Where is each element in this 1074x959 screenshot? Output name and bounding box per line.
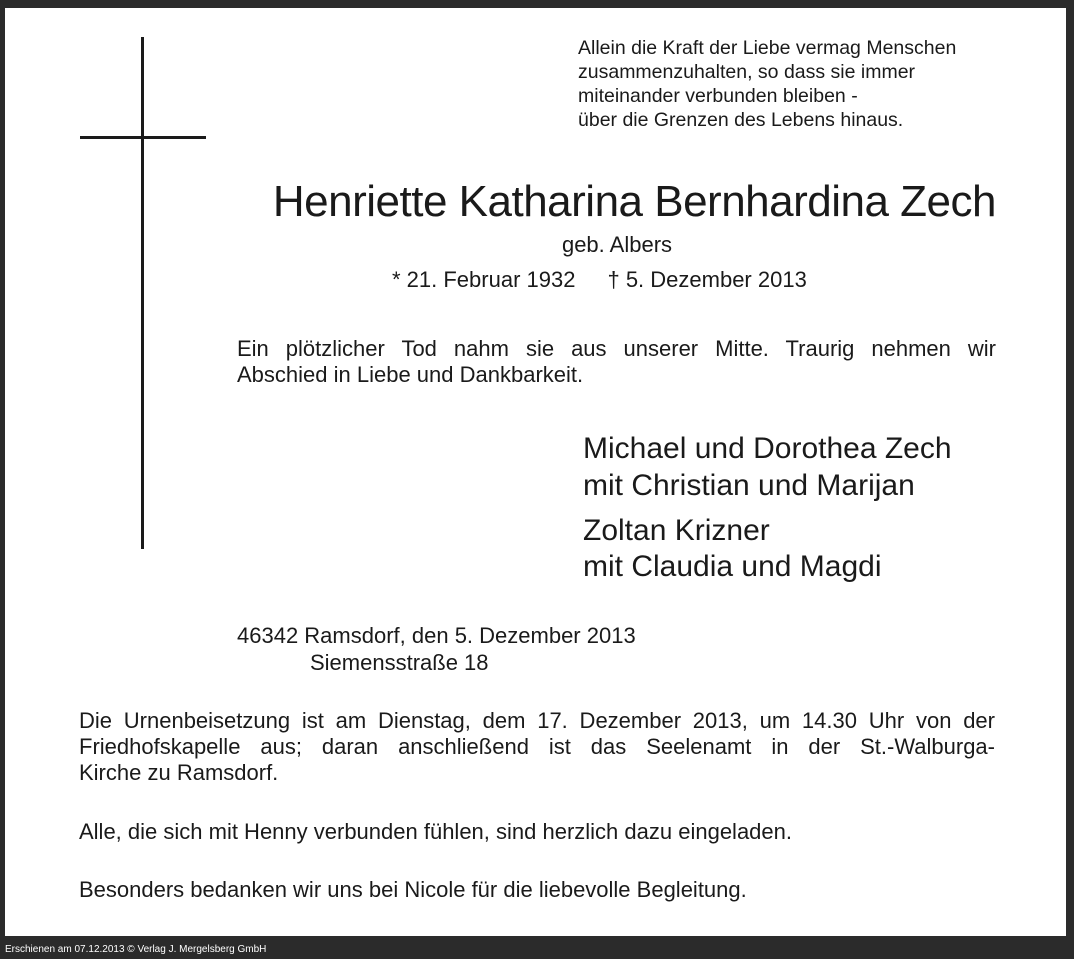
- quote-line: Allein die Kraft der Liebe vermag Menschen: [578, 37, 957, 59]
- street-address: Siemensstraße 18: [310, 650, 489, 675]
- deceased-name: Henriette Katharina Bernhardina Zech: [272, 177, 996, 226]
- death-date: † 5. Dezember 2013: [607, 267, 807, 292]
- burial-line: Kirche zu Ramsdorf.: [79, 760, 279, 785]
- maiden-name: geb. Albers: [561, 232, 673, 257]
- mourner-line: Zoltan Krizner: [583, 514, 770, 547]
- lead-paragraph: [237, 336, 996, 388]
- invitation-text: Alle, die sich mit Henny verbunden fühlen, sind herzlich dazu eingeladen.: [79, 819, 792, 844]
- quote-line: über die Grenzen des Lebens hinaus.: [578, 109, 904, 131]
- lead-line: Ein plötzlicher Tod nahm sie aus unserer Mitte. Traurig nehmen wir: [237, 336, 996, 361]
- mourner-line: mit Claudia und Magdi: [583, 550, 882, 583]
- quote-line: zusammenzuhalten, so dass sie immer: [578, 61, 916, 83]
- life-dates: [392, 265, 807, 295]
- place-and-date: 46342 Ramsdorf, den 5. Dezember 2013: [237, 623, 636, 648]
- memorial-quote: [578, 36, 956, 132]
- mourner-line: mit Christian und Marijan: [583, 469, 915, 502]
- cross-horizontal-bar: [80, 136, 206, 139]
- publication-footer: Erschienen am 07.12.2013 © Verlag J. Mergelsberg GmbH: [5, 944, 267, 955]
- cross-vertical-bar: [141, 37, 144, 549]
- thanks-text: Besonders bedanken wir uns bei Nicole für die liebevolle Begleitung.: [79, 877, 747, 902]
- birth-date: * 21. Februar 1932: [392, 267, 576, 292]
- burial-line: Friedhofskapelle aus; daran anschließend ist das Seelenamt in der St.-Walburga-: [79, 734, 995, 759]
- quote-line: miteinander verbunden bleiben -: [578, 85, 858, 107]
- lead-line: Abschied in Liebe und Dankbarkeit.: [237, 362, 584, 387]
- burial-paragraph: [79, 708, 995, 786]
- burial-line: Die Urnenbeisetzung ist am Dienstag, dem 17. Dezember 2013, um 14.30 Uhr von der: [79, 708, 995, 733]
- mourner-line: Michael und Dorothea Zech: [583, 432, 952, 465]
